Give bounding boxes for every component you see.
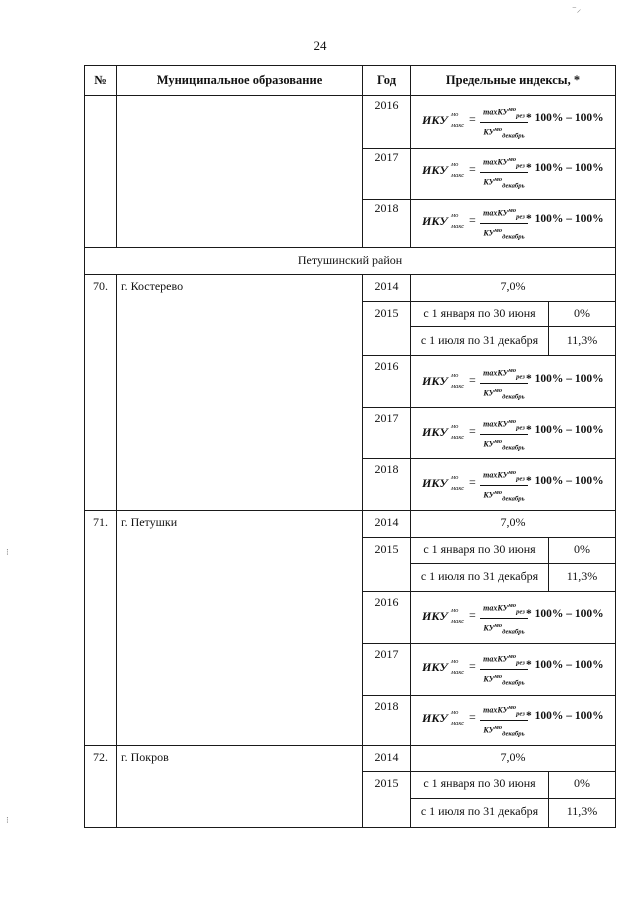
period-value: 0% (574, 776, 590, 790)
formula: ИКУ мо макс = maxКУ$^{мо}_{рез}$ $КУ^{мо}_{декабрь}$ * 100% – 100% (422, 367, 604, 401)
period-value: 11,3% (566, 569, 598, 583)
formula: ИКУ мо макс = maxКУ$^{мо}_{рез}$ $КУ^{мо}_{декабрь}$ * 100% – 100% (422, 704, 604, 738)
municipality-name: г. Петушки (121, 515, 178, 529)
table-border-left (84, 65, 85, 828)
header-indices: Предельные индексы, * (445, 73, 581, 87)
period-label: с 1 января по 30 июня (423, 306, 536, 320)
municipality-name: г. Покров (121, 750, 169, 764)
period-value: 11,3% (566, 333, 598, 347)
year-cell: 2016 (374, 98, 399, 112)
col-divider (116, 65, 117, 248)
row-divider (362, 407, 616, 408)
period-label: с 1 июля по 31 декабря (420, 569, 539, 583)
year-cell: 2018 (374, 462, 399, 476)
municipality-name: г. Костерево (121, 279, 184, 293)
row-divider (410, 798, 616, 799)
row-divider (362, 199, 616, 200)
row-number: 70. (93, 279, 108, 293)
row-number: 71. (93, 515, 108, 529)
year-cell: 2018 (374, 699, 399, 713)
row-divider (362, 643, 616, 644)
row-border (84, 510, 616, 511)
page-number: 24 (313, 38, 327, 53)
row-divider (410, 326, 616, 327)
scan-speck: ⁻⸝ (572, 4, 582, 14)
col-divider (116, 274, 117, 828)
year-cell: 2015 (374, 542, 399, 556)
period-label: с 1 января по 30 июня (423, 542, 536, 556)
scan-speck: ⁝ (6, 547, 9, 557)
period-value: 0% (574, 306, 590, 320)
formula: ИКУ мо макс = maxКУ$^{мо}_{рез}$ $КУ^{мо}_{декабрь}$ * 100% – 100% (422, 418, 604, 452)
formula: ИКУ мо макс = maxКУ$^{мо}_{рез}$ $КУ^{мо}_{декабрь}$ * 100% – 100% (422, 207, 604, 241)
row-border (84, 745, 616, 746)
section-title: Петушинский район (297, 253, 403, 267)
row-divider (362, 591, 616, 592)
row-number: 72. (93, 750, 108, 764)
row-divider (362, 355, 616, 356)
period-value: 0% (574, 542, 590, 556)
year-cell: 2014 (374, 750, 399, 764)
year-cell: 2017 (374, 150, 399, 164)
period-label: с 1 июля по 31 декабря (420, 333, 539, 347)
formula: ИКУ мо макс = maxКУ$^{мо}_{рез}$ $КУ^{мо}_{декабрь}$ * 100% – 100% (422, 653, 604, 687)
row-divider (362, 148, 616, 149)
rate-2014: 7,0% (500, 279, 526, 293)
formula: ИКУ мо макс = maxКУ$^{мо}_{рез}$ $КУ^{мо}_{декабрь}$ * 100% – 100% (422, 106, 604, 140)
formula: ИКУ мо макс = maxКУ$^{мо}_{рез}$ $КУ^{мо}_{декабрь}$ * 100% – 100% (422, 469, 604, 503)
row-divider (362, 301, 616, 302)
period-label: с 1 января по 30 июня (423, 776, 536, 790)
row-divider (362, 537, 616, 538)
formula: ИКУ мо макс = maxКУ$^{мо}_{рез}$ $КУ^{мо}_{декабрь}$ * 100% – 100% (422, 156, 604, 190)
header-num: № (94, 73, 107, 87)
period-value: 11,3% (566, 804, 598, 818)
period-label: с 1 июля по 31 декабря (420, 804, 539, 818)
header-year: Год (376, 73, 397, 87)
rate-2014: 7,0% (500, 515, 526, 529)
table-border-top (84, 65, 616, 66)
year-cell: 2014 (374, 515, 399, 529)
table-border-right (615, 65, 616, 828)
section-top (84, 247, 616, 248)
year-cell: 2014 (374, 279, 399, 293)
year-cell: 2017 (374, 647, 399, 661)
scan-speck: ⁝ (6, 815, 9, 825)
row-divider (362, 458, 616, 459)
section-bottom (84, 274, 616, 275)
year-cell: 2017 (374, 411, 399, 425)
table-border-bottom (84, 827, 616, 828)
table-header-bottom (84, 95, 616, 96)
year-cell: 2015 (374, 306, 399, 320)
year-cell: 2015 (374, 776, 399, 790)
year-cell: 2016 (374, 359, 399, 373)
header-municipality: Муниципальное образование (156, 73, 323, 87)
row-divider (362, 771, 616, 772)
rate-2014: 7,0% (500, 750, 526, 764)
formula: ИКУ мо макс = maxКУ$^{мо}_{рез}$ $КУ^{мо}_{декабрь}$ * 100% – 100% (422, 602, 604, 636)
row-divider (410, 563, 616, 564)
year-cell: 2016 (374, 595, 399, 609)
year-cell: 2018 (374, 201, 399, 215)
col-divider (410, 65, 411, 248)
row-divider (362, 695, 616, 696)
